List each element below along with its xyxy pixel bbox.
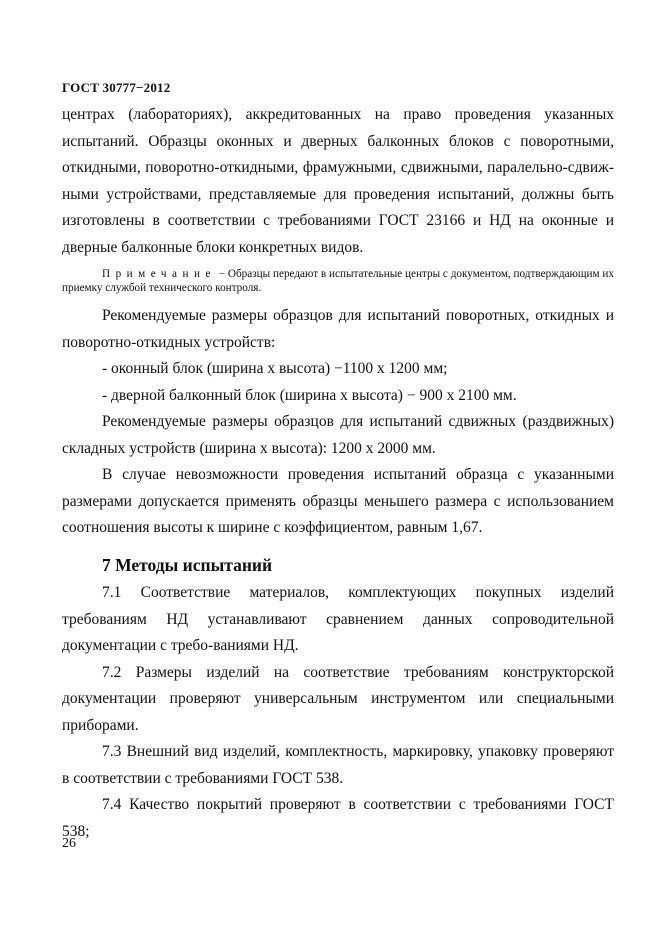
section-item-7-2: 7.2 Размеры изделий на соответствие требованиям конструкторской документации проверяют универсальным инструментом или специальными приборами.: [62, 663, 614, 734]
paragraph-sliding-sizes: Рекомендуемые размеры образцов для испытаний сдвижных (раздвижных) складных устройств (ширина х высота): 1200 х 2000 мм.: [62, 413, 614, 457]
note: [62, 267, 614, 295]
note-text: − Образцы передают в испытательные центры с документом, подтверждающим их приемку службой технического контроля.: [62, 268, 614, 294]
paragraph-continuation: центрах (лабораториях), аккредитованных на право проведения указанных испытаний. Образцы оконных и дверных балконных блоков с поворотными, откидными, поворотно-откидными, фрамужными, сдвижными, паралельно-сдвиж-ными устройствами, представляемые для проведения испытаний, должны быть изготовлены в соответствии с требованиями ГОСТ 23166 и НД на оконные и дверные балконные блоки конкретных видов.: [62, 106, 614, 256]
paragraph-recommended-sizes: Рекомендуемые размеры образцов для испытаний поворотных, откидных и поворотно-откидных устройств:: [62, 307, 614, 351]
section-item-7-3: 7.3 Внешний вид изделий, комплектность, маркировку, упаковку проверяют в соответствии с требованиями ГОСТ 538.: [62, 743, 614, 787]
list-item-window-block: - оконный блок (ширина х высота) −1100 х 1200 мм;: [102, 360, 448, 377]
section-item-7-4: 7.4 Качество покрытий проверяют в соответствии с требованиями ГОСТ 538;: [62, 796, 614, 840]
section-item-7-1: 7.1 Соответствие материалов, комплектующих покупных изделий требованиям НД устанавливают сравнением данных сопроводительной документации с требо-ваниями НД.: [62, 584, 614, 654]
list-item-balcony-door-block: - дверной балконный блок (ширина х высота) − 900 х 2100 мм.: [102, 386, 517, 404]
section-title: 7 Методы испытаний: [102, 554, 273, 575]
note-label: Примечание: [102, 268, 216, 280]
paragraph-smaller-samples: В случае невозможности проведения испытаний образца с указанными размерами допускается применять образцы меньшего размера с использованием соотношения высоты к ширине с коэффициентом, равным 1,67.: [62, 466, 614, 536]
document-header: ГОСТ 30777−2012: [62, 80, 171, 95]
document-body: [62, 102, 614, 845]
page-number: 26: [62, 836, 76, 851]
